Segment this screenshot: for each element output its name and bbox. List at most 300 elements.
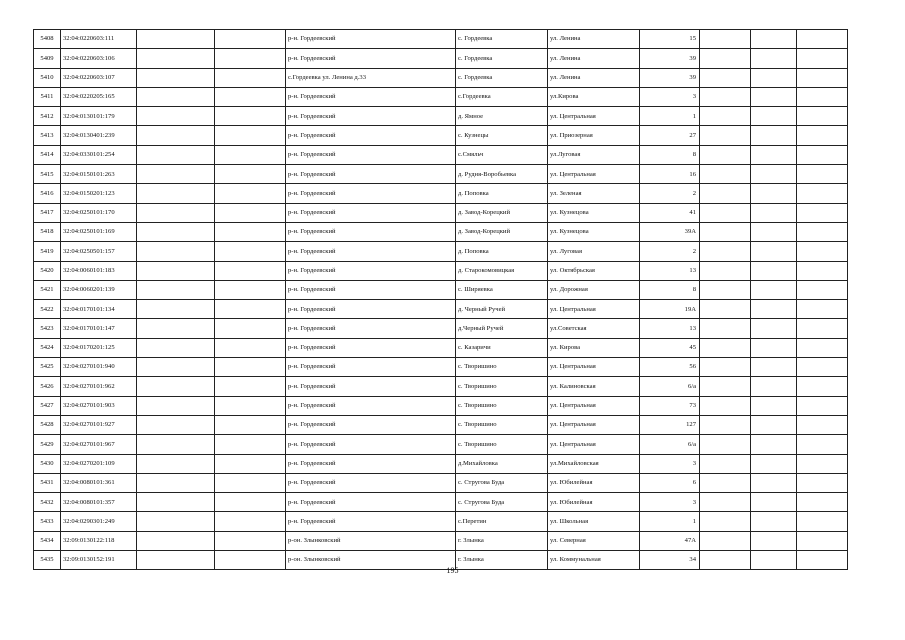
empty-cell (751, 300, 797, 319)
locality-cell: д. Рудня-Воробьевка (456, 165, 548, 184)
table-row (34, 242, 848, 261)
table-row (34, 68, 848, 87)
street-cell: ул. Луговая (548, 242, 640, 261)
empty-cell (797, 415, 848, 434)
district-cell: р-н. Гордеевский (286, 338, 456, 357)
house-number-cell: 73 (640, 396, 700, 415)
house-number-cell: 39А (640, 222, 700, 241)
empty-cell (215, 473, 286, 492)
street-cell: ул. Калиновская (548, 377, 640, 396)
empty-cell (215, 319, 286, 338)
locality-cell: г. Злынка (456, 531, 548, 550)
street-cell: ул. Зеленая (548, 184, 640, 203)
empty-cell (137, 107, 215, 126)
row-number-cell: 5409 (34, 49, 61, 68)
locality-cell: с. Стругова Буда (456, 473, 548, 492)
district-cell: р-н. Гордеевский (286, 261, 456, 280)
empty-cell (751, 415, 797, 434)
row-number-cell: 5433 (34, 512, 61, 531)
district-cell: р-н. Гордеевский (286, 280, 456, 299)
registry-rows (34, 30, 848, 570)
empty-cell (137, 531, 215, 550)
registry-table (33, 29, 848, 570)
empty-cell (797, 473, 848, 492)
empty-cell (137, 435, 215, 454)
district-cell: с.Гордеевка ул. Ленина д.33 (286, 68, 456, 87)
house-number-cell: 56 (640, 358, 700, 377)
cadastral-number-cell: 32:04:0270101:940 (61, 358, 137, 377)
empty-cell (215, 454, 286, 473)
house-number-cell: 39 (640, 49, 700, 68)
empty-cell (700, 454, 751, 473)
empty-cell (215, 415, 286, 434)
empty-cell (137, 49, 215, 68)
empty-cell (215, 435, 286, 454)
empty-cell (137, 261, 215, 280)
row-number-cell: 5422 (34, 300, 61, 319)
street-cell: ул. Центральная (548, 300, 640, 319)
table-row (34, 280, 848, 299)
empty-cell (700, 184, 751, 203)
district-cell: р-н. Гордеевский (286, 30, 456, 49)
table-row (34, 126, 848, 145)
cadastral-number-cell: 32:04:0250101:169 (61, 222, 137, 241)
table-row (34, 261, 848, 280)
empty-cell (797, 145, 848, 164)
empty-cell (215, 222, 286, 241)
empty-cell (215, 280, 286, 299)
row-number-cell: 5426 (34, 377, 61, 396)
empty-cell (700, 300, 751, 319)
cadastral-number-cell: 32:04:0130101:179 (61, 107, 137, 126)
empty-cell (797, 396, 848, 415)
empty-cell (797, 454, 848, 473)
row-number-cell: 5415 (34, 165, 61, 184)
locality-cell: с. Гордеевка (456, 49, 548, 68)
empty-cell (797, 435, 848, 454)
empty-cell (797, 107, 848, 126)
empty-cell (215, 261, 286, 280)
row-number-cell: 5432 (34, 493, 61, 512)
house-number-cell: 39 (640, 68, 700, 87)
row-number-cell: 5430 (34, 454, 61, 473)
row-number-cell: 5414 (34, 145, 61, 164)
empty-cell (700, 222, 751, 241)
empty-cell (137, 165, 215, 184)
empty-cell (215, 126, 286, 145)
house-number-cell: 8 (640, 280, 700, 299)
cadastral-number-cell: 32:04:0170201:125 (61, 338, 137, 357)
empty-cell (751, 338, 797, 357)
house-number-cell: 27 (640, 126, 700, 145)
empty-cell (797, 68, 848, 87)
locality-cell: с. Кузнецы (456, 126, 548, 145)
house-number-cell: 13 (640, 319, 700, 338)
empty-cell (137, 242, 215, 261)
house-number-cell: 3 (640, 87, 700, 106)
cadastral-number-cell: 32:04:0170101:134 (61, 300, 137, 319)
empty-cell (751, 358, 797, 377)
empty-cell (751, 87, 797, 106)
locality-cell: с. Творишино (456, 377, 548, 396)
empty-cell (137, 87, 215, 106)
empty-cell (137, 68, 215, 87)
cadastral-number-cell: 32:04:0060201:139 (61, 280, 137, 299)
empty-cell (700, 338, 751, 357)
street-cell: ул. Кузнецова (548, 203, 640, 222)
empty-cell (751, 261, 797, 280)
table-row (34, 493, 848, 512)
row-number-cell: 5420 (34, 261, 61, 280)
empty-cell (751, 280, 797, 299)
empty-cell (751, 512, 797, 531)
empty-cell (751, 473, 797, 492)
empty-cell (700, 203, 751, 222)
cadastral-number-cell: 32:09:0130122:118 (61, 531, 137, 550)
district-cell: р-н. Гордеевский (286, 165, 456, 184)
row-number-cell: 5425 (34, 358, 61, 377)
table-row (34, 531, 848, 550)
empty-cell (215, 300, 286, 319)
cadastral-number-cell: 32:04:0170101:147 (61, 319, 137, 338)
locality-cell: д. Поповка (456, 184, 548, 203)
empty-cell (215, 107, 286, 126)
district-cell: р-он. Злынковский (286, 531, 456, 550)
empty-cell (797, 493, 848, 512)
empty-cell (700, 49, 751, 68)
empty-cell (751, 165, 797, 184)
locality-cell: г. Злынка (456, 551, 548, 570)
table-row (34, 396, 848, 415)
empty-cell (700, 145, 751, 164)
empty-cell (751, 49, 797, 68)
district-cell: р-н. Гордеевский (286, 49, 456, 68)
house-number-cell: 6 (640, 473, 700, 492)
locality-cell: с. Творишино (456, 396, 548, 415)
house-number-cell: 3 (640, 493, 700, 512)
street-cell: ул. Центральная (548, 415, 640, 434)
street-cell: ул.Кирова (548, 87, 640, 106)
locality-cell: с. Стругова Буда (456, 493, 548, 512)
locality-cell: д. Поповка (456, 242, 548, 261)
empty-cell (700, 435, 751, 454)
cadastral-number-cell: 32:04:0080101:357 (61, 493, 137, 512)
district-cell: р-н. Гордеевский (286, 493, 456, 512)
district-cell: р-н. Гордеевский (286, 512, 456, 531)
street-cell: ул. Центральная (548, 435, 640, 454)
row-number-cell: 5428 (34, 415, 61, 434)
empty-cell (751, 68, 797, 87)
district-cell: р-н. Гордеевский (286, 454, 456, 473)
empty-cell (700, 319, 751, 338)
district-cell: р-н. Гордеевский (286, 222, 456, 241)
empty-cell (215, 30, 286, 49)
table-row (34, 203, 848, 222)
row-number-cell: 5434 (34, 531, 61, 550)
empty-cell (751, 454, 797, 473)
empty-cell (751, 377, 797, 396)
empty-cell (215, 338, 286, 357)
empty-cell (751, 531, 797, 550)
locality-cell: д. Завод-Корецкий (456, 203, 548, 222)
locality-cell: с.Перетин (456, 512, 548, 531)
empty-cell (797, 126, 848, 145)
empty-cell (700, 165, 751, 184)
street-cell: ул. Октябрьская (548, 261, 640, 280)
empty-cell (137, 30, 215, 49)
empty-cell (751, 242, 797, 261)
street-cell: ул. Северная (548, 531, 640, 550)
empty-cell (137, 473, 215, 492)
street-cell: ул.Луговая (548, 145, 640, 164)
house-number-cell: 34 (640, 551, 700, 570)
empty-cell (137, 300, 215, 319)
street-cell: ул. Центральная (548, 107, 640, 126)
table-row (34, 49, 848, 68)
locality-cell: с.Гордеевка (456, 87, 548, 106)
empty-cell (137, 203, 215, 222)
district-cell: р-н. Гордеевский (286, 87, 456, 106)
district-cell: р-н. Гордеевский (286, 107, 456, 126)
table-row (34, 435, 848, 454)
empty-cell (137, 319, 215, 338)
empty-cell (797, 319, 848, 338)
cadastral-number-cell: 32:04:0330101:254 (61, 145, 137, 164)
empty-cell (215, 242, 286, 261)
district-cell: р-н. Гордеевский (286, 473, 456, 492)
street-cell: ул. Ленина (548, 68, 640, 87)
empty-cell (700, 473, 751, 492)
empty-cell (751, 184, 797, 203)
house-number-cell: 16 (640, 165, 700, 184)
empty-cell (700, 396, 751, 415)
empty-cell (797, 184, 848, 203)
district-cell: р-н. Гордеевский (286, 300, 456, 319)
district-cell: р-он. Злынковский (286, 551, 456, 570)
empty-cell (215, 68, 286, 87)
house-number-cell: 6/а (640, 435, 700, 454)
empty-cell (751, 319, 797, 338)
house-number-cell: 41 (640, 203, 700, 222)
street-cell: ул.Михайловская (548, 454, 640, 473)
cadastral-number-cell: 32:04:0270201:109 (61, 454, 137, 473)
empty-cell (751, 30, 797, 49)
street-cell: ул. Юбилейная (548, 473, 640, 492)
street-cell: ул. Центральная (548, 165, 640, 184)
street-cell: ул.Советская (548, 319, 640, 338)
empty-cell (700, 280, 751, 299)
district-cell: р-н. Гордеевский (286, 145, 456, 164)
row-number-cell: 5412 (34, 107, 61, 126)
empty-cell (797, 203, 848, 222)
empty-cell (751, 145, 797, 164)
row-number-cell: 5421 (34, 280, 61, 299)
table-row (34, 338, 848, 357)
cadastral-number-cell: 32:04:0270101:967 (61, 435, 137, 454)
street-cell: ул. Ленина (548, 49, 640, 68)
empty-cell (137, 415, 215, 434)
empty-cell (797, 512, 848, 531)
cadastral-number-cell: 32:04:0220603:107 (61, 68, 137, 87)
cadastral-number-cell: 32:04:0250101:170 (61, 203, 137, 222)
empty-cell (797, 222, 848, 241)
locality-cell: д.Черный Ручей (456, 319, 548, 338)
empty-cell (700, 87, 751, 106)
empty-cell (137, 222, 215, 241)
row-number-cell: 5410 (34, 68, 61, 87)
empty-cell (797, 300, 848, 319)
empty-cell (797, 30, 848, 49)
table-row (34, 512, 848, 531)
empty-cell (700, 68, 751, 87)
district-cell: р-н. Гордеевский (286, 242, 456, 261)
empty-cell (797, 242, 848, 261)
locality-cell: д. Завод-Корецкий (456, 222, 548, 241)
empty-cell (797, 338, 848, 357)
empty-cell (700, 261, 751, 280)
empty-cell (700, 242, 751, 261)
empty-cell (215, 87, 286, 106)
house-number-cell: 6/а (640, 377, 700, 396)
table-row (34, 165, 848, 184)
house-number-cell: 1 (640, 107, 700, 126)
row-number-cell: 5413 (34, 126, 61, 145)
table-row (34, 358, 848, 377)
empty-cell (137, 338, 215, 357)
empty-cell (215, 512, 286, 531)
empty-cell (751, 396, 797, 415)
cadastral-number-cell: 32:09:0130152:191 (61, 551, 137, 570)
cadastral-number-cell: 32:04:0270101:962 (61, 377, 137, 396)
empty-cell (137, 512, 215, 531)
row-number-cell: 5417 (34, 203, 61, 222)
empty-cell (700, 377, 751, 396)
street-cell: ул. Приозерная (548, 126, 640, 145)
empty-cell (137, 396, 215, 415)
empty-cell (797, 531, 848, 550)
empty-cell (137, 377, 215, 396)
empty-cell (215, 377, 286, 396)
empty-cell (751, 126, 797, 145)
house-number-cell: 2 (640, 184, 700, 203)
row-number-cell: 5418 (34, 222, 61, 241)
cadastral-number-cell: 32:04:0060101:183 (61, 261, 137, 280)
district-cell: р-н. Гордеевский (286, 435, 456, 454)
page-number: 195 (446, 566, 459, 575)
cadastral-number-cell: 32:04:0150201:123 (61, 184, 137, 203)
street-cell: ул. Центральная (548, 358, 640, 377)
empty-cell (215, 358, 286, 377)
house-number-cell: 19А (640, 300, 700, 319)
row-number-cell: 5435 (34, 551, 61, 570)
locality-cell: с. Гордеевка (456, 30, 548, 49)
locality-cell: д.Михайловка (456, 454, 548, 473)
table-row (34, 415, 848, 434)
house-number-cell: 15 (640, 30, 700, 49)
empty-cell (797, 49, 848, 68)
district-cell: р-н. Гордеевский (286, 396, 456, 415)
house-number-cell: 127 (640, 415, 700, 434)
table-row (34, 87, 848, 106)
locality-cell: с. Творишино (456, 358, 548, 377)
empty-cell (797, 261, 848, 280)
locality-cell: с. Гордеевка (456, 68, 548, 87)
empty-cell (700, 107, 751, 126)
empty-cell (215, 531, 286, 550)
street-cell: ул. Ленина (548, 30, 640, 49)
street-cell: ул. Коммунальная (548, 551, 640, 570)
empty-cell (215, 396, 286, 415)
district-cell: р-н. Гордеевский (286, 415, 456, 434)
table-row (34, 454, 848, 473)
empty-cell (751, 203, 797, 222)
locality-cell: д. Старокомовицкая (456, 261, 548, 280)
empty-cell (137, 358, 215, 377)
empty-cell (700, 493, 751, 512)
cadastral-number-cell: 32:04:0270101:927 (61, 415, 137, 434)
row-number-cell: 5419 (34, 242, 61, 261)
empty-cell (137, 280, 215, 299)
empty-cell (751, 222, 797, 241)
empty-cell (797, 358, 848, 377)
locality-cell: с. Казаричи (456, 338, 548, 357)
table-row (34, 300, 848, 319)
row-number-cell: 5429 (34, 435, 61, 454)
cadastral-number-cell: 32:04:0290301:249 (61, 512, 137, 531)
house-number-cell: 8 (640, 145, 700, 164)
row-number-cell: 5411 (34, 87, 61, 106)
street-cell: ул. Юбилейная (548, 493, 640, 512)
empty-cell (215, 49, 286, 68)
row-number-cell: 5423 (34, 319, 61, 338)
table-row (34, 222, 848, 241)
empty-cell (215, 493, 286, 512)
empty-cell (700, 415, 751, 434)
empty-cell (700, 358, 751, 377)
empty-cell (751, 107, 797, 126)
table-row (34, 319, 848, 338)
district-cell: р-н. Гордеевский (286, 377, 456, 396)
locality-cell: с.Смяльч (456, 145, 548, 164)
empty-cell (137, 126, 215, 145)
empty-cell (215, 203, 286, 222)
district-cell: р-н. Гордеевский (286, 126, 456, 145)
cadastral-number-cell: 32:04:0270101:903 (61, 396, 137, 415)
street-cell: ул. Кирова (548, 338, 640, 357)
row-number-cell: 5416 (34, 184, 61, 203)
cadastral-number-cell: 32:04:0130401:239 (61, 126, 137, 145)
locality-cell: с. Творишино (456, 415, 548, 434)
district-cell: р-н. Гордеевский (286, 319, 456, 338)
cadastral-number-cell: 32:04:0150101:263 (61, 165, 137, 184)
table-row (34, 30, 848, 49)
table-row (34, 473, 848, 492)
row-number-cell: 5431 (34, 473, 61, 492)
empty-cell (751, 493, 797, 512)
street-cell: ул. Центральная (548, 396, 640, 415)
empty-cell (797, 165, 848, 184)
district-cell: р-н. Гордеевский (286, 358, 456, 377)
empty-cell (215, 184, 286, 203)
cadastral-number-cell: 32:04:0250501:157 (61, 242, 137, 261)
empty-cell (797, 87, 848, 106)
empty-cell (797, 280, 848, 299)
table-row (34, 184, 848, 203)
street-cell: ул. Школьная (548, 512, 640, 531)
street-cell: ул. Дорожная (548, 280, 640, 299)
cadastral-number-cell: 32:04:0220205:165 (61, 87, 137, 106)
row-number-cell: 5427 (34, 396, 61, 415)
